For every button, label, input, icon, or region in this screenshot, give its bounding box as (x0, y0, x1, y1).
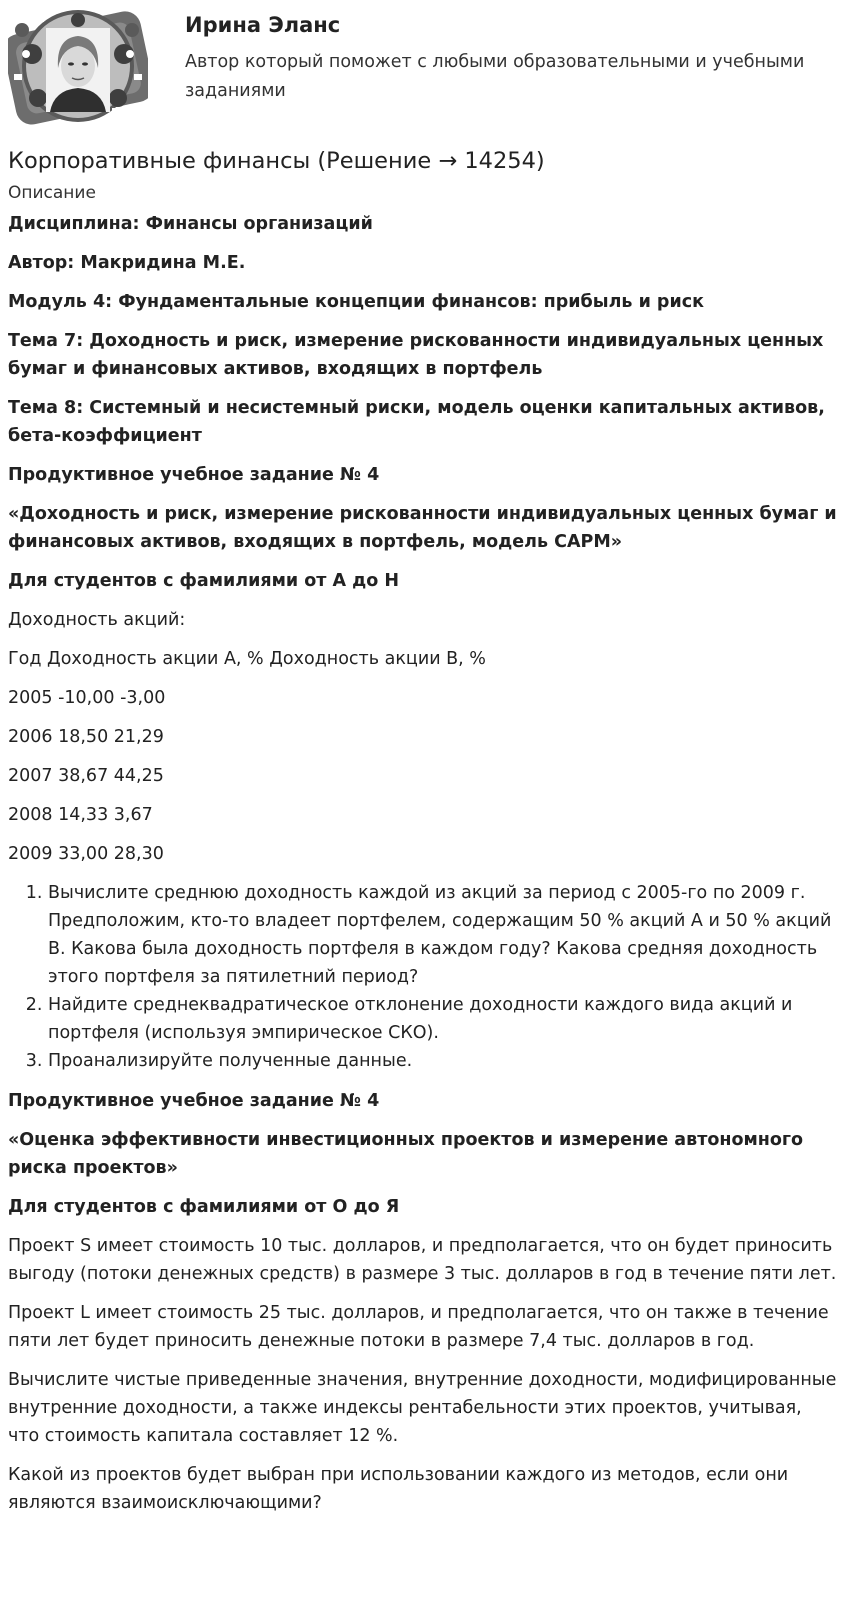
list-item: 1. Вычислите среднюю доходность каждой из акций за период с 2005-го по 2009 г. Предположим, кто-то владеет портфелем, содержащим 50 % акций А и 50 % акций В. Какова была доходность портфеля в каждом году? Какова средняя доходность этого портфеля за пятилетний период? (48, 879, 838, 991)
list-item: 3. Проанализируйте полученные данные. (48, 1047, 838, 1075)
question-paragraph: Какой из проектов будет выбран при использовании каждого из методов, если они являются взаимоисключающими? (8, 1465, 789, 1513)
avatar[interactable] (8, 8, 148, 125)
returns-row: 2005 -10,00 -3,00 (8, 688, 166, 708)
returns-table-header: Год Доходность акции А, % Доходность акции В, % (8, 649, 486, 669)
task-list (8, 879, 838, 1075)
topic-8-line: Тема 8: Системный и несистемный риски, модель оценки капитальных активов, бета-коэффициент (8, 398, 825, 446)
task-title: «Доходность и риск, измерение рискованности индивидуальных ценных бумаг и финансовых активов, входящих в портфель, модель CAPM» (8, 504, 837, 552)
task-title-2: «Оценка эффективности инвестиционных проектов и измерение автономного риска проектов» (8, 1130, 804, 1178)
author-name[interactable]: Ирина Эланс (185, 13, 341, 37)
returns-row: 2007 38,67 44,25 (8, 766, 164, 786)
student-group-line-2: Для студентов с фамилиями от О до Я (8, 1197, 400, 1217)
project-s-paragraph: Проект S имеет стоимость 10 тыс. долларов, и предполагается, что он будет приносить выгоду (потоки денежных средств) в размере 3 тыс. долларов в год в течение пяти лет. (8, 1236, 837, 1284)
student-group-line: Для студентов с фамилиями от А до Н (8, 571, 400, 591)
main-content (8, 146, 838, 1528)
page-title: Корпоративные финансы (Решение → 14254) (8, 148, 545, 174)
task-heading-2: Продуктивное учебное задание № 4 (8, 1091, 380, 1111)
calculation-paragraph: Вычислите чистые приведенные значения, внутренние доходности, модифицированные внутренние доходности, а также индексы рентабельности этих проектов, учитывая, что стоимость капитала составляет 12 %. (8, 1370, 837, 1446)
project-l-paragraph: Проект L имеет стоимость 25 тыс. долларов, и предполагается, что он также в течение пяти лет будет приносить денежные потоки в размере 7,4 тыс. долларов в год. (8, 1303, 829, 1351)
film-reel-avatar-image (8, 8, 148, 125)
stock-returns-label: Доходность акций: (8, 610, 186, 630)
author-description: Автор который поможет с любыми образовательными и учебными заданиями (185, 52, 805, 101)
description-label: Описание (8, 183, 96, 203)
topic-7-line: Тема 7: Доходность и риск, измерение рискованности индивидуальных ценных бумаг и финансовых активов, входящих в портфель (8, 331, 824, 379)
returns-row: 2006 18,50 21,29 (8, 727, 164, 747)
author-line: Автор: Макридина М.Е. (8, 253, 246, 273)
returns-row: 2009 33,00 28,30 (8, 844, 164, 864)
module-line: Модуль 4: Фундаментальные концепции финансов: прибыль и риск (8, 292, 704, 312)
returns-row: 2008 14,33 3,67 (8, 805, 153, 825)
discipline-line: Дисциплина: Финансы организаций (8, 214, 373, 234)
list-item: 2. Найдите среднеквадратическое отклонение доходности каждого вида акций и портфеля (используя эмпирическое СКО). (48, 991, 838, 1047)
author-header (0, 0, 847, 135)
task-heading: Продуктивное учебное задание № 4 (8, 465, 380, 485)
